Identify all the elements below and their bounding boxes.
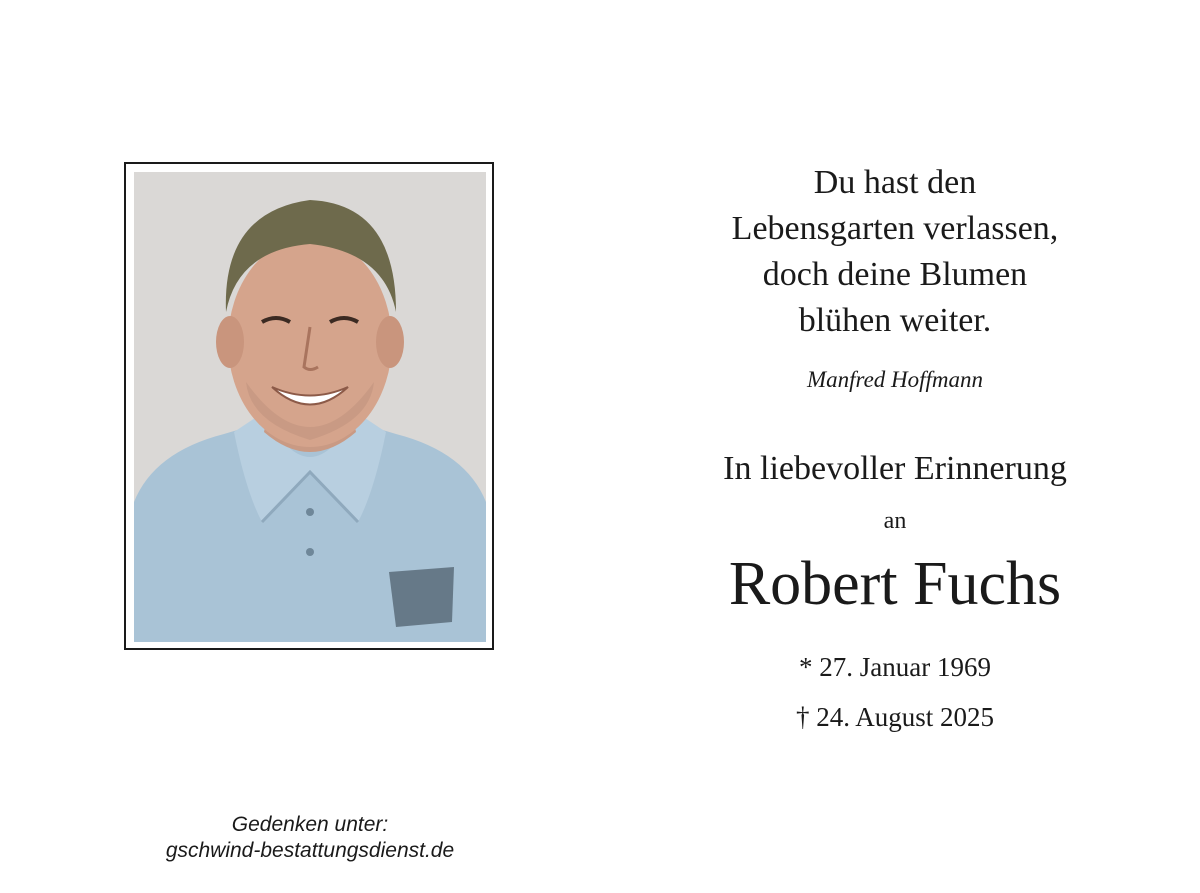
poem bbox=[640, 160, 1150, 344]
footer-website: gschwind-bestattungsdienst.de bbox=[165, 839, 455, 862]
memorial-intro: In liebevoller Erinnerung bbox=[723, 450, 1067, 487]
poem-line: doch deine Blumen bbox=[762, 256, 1028, 293]
poem-line: Lebensgarten verlassen, bbox=[731, 210, 1059, 247]
poem-author: Manfred Hoffmann bbox=[806, 367, 984, 392]
birth-date: * 27. Januar 1969 bbox=[799, 652, 991, 682]
memorial-conjunction: an bbox=[883, 508, 907, 534]
deceased-name: Robert Fuchs bbox=[728, 550, 1062, 618]
poem-line: Du hast den bbox=[813, 164, 977, 201]
footer bbox=[110, 812, 510, 864]
portrait-frame bbox=[124, 162, 494, 650]
death-date: † 24. August 2025 bbox=[795, 702, 995, 732]
portrait-photo bbox=[134, 172, 486, 642]
portrait-illustration bbox=[134, 172, 486, 642]
footer-label: Gedenken unter: bbox=[231, 813, 389, 836]
poem-line: blühen weiter. bbox=[798, 302, 992, 339]
